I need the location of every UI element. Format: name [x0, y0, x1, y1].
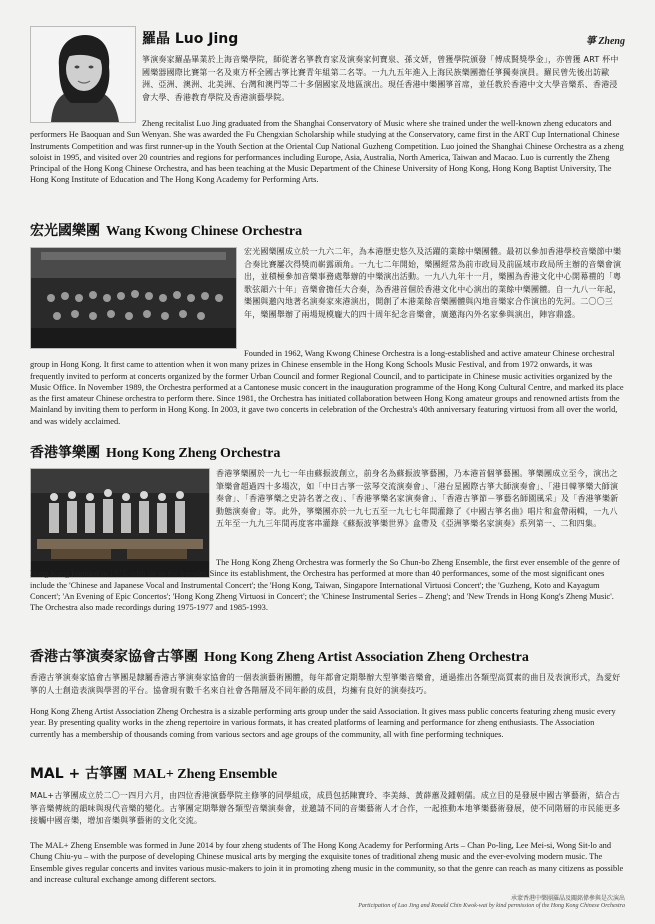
artist-assoc-bio-en: Hong Kong Zheng Artist Association Zheng Orchestra is a sizable performing arts group under the said Association. It gives mass public concerts featuring zheng music every year. By presenting quality works in the zheng repertoire in various formats, it has created platforms of learning and performance for zheng enthusiasts. The Association currently has a membership of thousands coming from various sectors and age groups of the community, all with fine performing techniques. — [30, 707, 616, 739]
artist-assoc-heading — [30, 648, 529, 667]
footer-credit-zh: 承蒙香港中樂團羅晶及關銘偉參與是次演出 — [510, 895, 625, 902]
wang-kwong-title-en: Wang Kwong Chinese Orchestra — [106, 224, 303, 239]
luo-jing-portrait — [30, 26, 136, 123]
hk-zheng-bio-zh: 香港箏樂團於一九七一年由蘇振波創立，前身名為蘇振波箏藝團，乃本港首個箏藝團。箏樂團成立至今，演出之筆樂會超過四十多場次，如「中日古箏一弦琴交流演奏會」、「港台星國際古箏大師演奏會」、「港日韓箏樂大師演奏會」、「香港箏樂之史詩名著之夜」、「香港箏樂名家演奏會」、「香港古箏節－箏藝名師園風采」及「香港箏樂新動態演奏會」等。此外，箏樂團亦於一九七五至一九七七年間灌錄了《中國古箏名曲》唱片和盒帶兩輯，一九八五年至一九九三年間再度客串灌錄《蘇振波箏樂世界》盒帶及《亞洲箏樂名家演奏》系列第一、二和四集。 — [216, 469, 619, 528]
luo-jing-bio-zh: 箏演奏家羅晶畢業於上海音樂學院，師從著名箏教育家及演奏家何寶泉、孫文妍，曾獲學院頒發「傅成賢獎學金」，亦曾獲 ART 杯中國樂器國際比賽第一名及東方杯全國古箏比賽青年組第二名等。一九九五年進入上海民族樂團擔任箏獨奏演員。羅民曾先後出訪歐洲、亞洲、澳洲、北美洲、台灣和澳門等二十多個國家及地區演出。現任香港中樂團箏首席，並任教於香港中文大學音樂系、香港浸會大學、香港教育學院及香港演藝學院。 — [142, 55, 619, 102]
hk-zheng-title-en: Hong Kong Zheng Orchestra — [106, 446, 281, 461]
luo-jing-instrument-tag: 箏 Zheng — [585, 36, 625, 47]
luo-jing-bio-en: Zheng recitalist Luo Jing graduated from the Shanghai Conservatory of Music where she trained under the well-known zheng educators and performers He Baoquan and Sun Wenyan. She was awarded the Fu Chengxian Scholarship while studying at the Conservatory, came first in the ART Cup International Chinese Instruments Competition and was first runner-up in the Youth Section at the Oriental Cup National Guzheng Competition. Luo joined the Shanghai Chinese Orchestra as a zheng soloist in 1995, and visited over 20 countries and regions for performances including Europe, Asia, Australia, North America, Taiwan and Macao. Luo is currently the Zheng Principal of the Hong Kong Chinese Orchestra, and has been teaching at the Music Department of the Chinese University of Hong Kong, Hong Kong Baptist University, The Hong Kong Institute of Education and The Hong Kong Academy for Performing Arts. — [30, 119, 624, 185]
artist-assoc-title-zh: 香港古箏演奏家協會古箏團 — [30, 649, 198, 665]
mal-title-zh: MAL + 古箏團 — [30, 766, 128, 782]
wang-kwong-bio-zh: 宏光國樂團成立於一九六二年，為本港歷史悠久及活躍的業餘中樂團體。最初以參加香港學校音樂節中樂合奏比賽屢次得獎而嶄露頭角。一九七二年開始，樂團經常為前市政局及前區域市政局所主辦的音樂會演出，並積極參加音樂事務處舉辦的中樂演出活動。一九八九年十一月，樂團為香港文化中心開幕禮的「粵歌弦韻六十年」音樂會擔任大合奏，為香港首個於香港文化中心演出的業餘中樂團體。自一九八一年起，樂團與邀內地著名演奏家來港演出，開創了本港業餘音樂團體與內地音樂家合作演出的先河。二〇〇三年，樂團舉辦了兩場規模龐大的四十周年紀念音樂會，廣邀海內外名家參與演出，陣容鼎盛。 — [244, 247, 622, 319]
mal-bio-zh: MAL+古箏團成立於二〇一四月六月，由四位香港演藝學院主修箏的同學組成，成員包括陳寶玲、李美絲、黃薛蕙及鍾朝儒。成立目的是發展中國古箏藝術，結合古箏音樂傳統的韻味與現代音樂的變化。古箏團定期舉辦各類型音樂演奏會，並邀請不同的音樂藝術人才合作，一起推動本地箏樂藝術發展，使不同階層的市民能更多接觸中國音樂，增加音樂與箏藝術的文化交流。 — [30, 791, 621, 825]
artist-assoc-title-en: Hong Kong Zheng Artist Association Zheng Orchestra — [204, 650, 529, 665]
mal-bio-en: The MAL+ Zheng Ensemble was formed in June 2014 by four zheng students of The Hong Kong Academy for Performing Arts – Chan Po-ling, Lee Mei-si, Wong Sit-lo and Chung Chiu-yu – with the purpose of developing Chinese musical arts by merging the exquisite tones of traditional zheng music and the ever-evolving modern music. The Ensemble gives regular concerts and invites various music-makers to join it in promoting zheng music in the community, so that the genre can reach as many citizens as possible and increase cultural exchange among different sectors. — [30, 841, 624, 884]
wang-kwong-title-zh: 宏光國樂團 — [30, 223, 100, 239]
artist-assoc-bio-zh: 香港古箏演奏家協會古箏團是隸屬香港古箏演奏家協會的一個表演藝術團體，每年都會定期舉辦大型箏樂音樂會，通過推出各類型高質素的曲目及表演形式，為愛好箏的人士創造表演與學習的平台。協會現有數千名來自社會各階層及不同年齡的成員，均擁有良好的演奏技巧。 — [30, 673, 621, 695]
hk-zheng-heading — [30, 444, 280, 463]
luo-jing-heading — [142, 30, 238, 48]
footer-credit-en: Participation of Luo Jing and Ronald Chin Kwok-wai by kind permission of the Hong Kong Chinese Orchestra — [358, 903, 625, 909]
wang-kwong-bio-en: Founded in 1962, Wang Kwong Chinese Orchestra is a long-established and active amateur Chinese orchestral group in Hong Kong. It first came to attention when it won many prizes in Chinese ensemble in the Hong Kong Schools Music Festival, and from 1972 onwards, it was frequently invited to perform at concerts organized by the former Urban Council and former Regional Council, and to participate in Chinese music activities organized by the Music Office. In November 1989, the Orchestra performed at a Cantonese music concert in the inauguration programme of the Hong Kong Cultural Centre, and marked its place as the first amateur Chinese orchestra to perform there. Since 1981, the Orchestra has initiated collaboration between Hong Kong amateur groups and renowned artists from the Mainland by inviting them to perform in Hong Kong. In 2003, it gave two concerts in celebration of the Orchestra's 40th anniversary featuring virtuosi from all over the world, and was widely acclaimed. — [30, 349, 624, 426]
wang-kwong-heading — [30, 222, 302, 241]
wang-kwong-photo — [30, 247, 237, 349]
mal-title-en: MAL+ Zheng Ensemble — [133, 767, 278, 782]
hk-zheng-title-zh: 香港箏樂團 — [30, 445, 100, 461]
mal-heading — [30, 765, 277, 784]
luo-jing-name: 羅晶 Luo Jing — [142, 31, 239, 47]
hk-zheng-bio-en: The Hong Kong Zheng Orchestra was formerly the So Chun-bo Zheng Ensemble, the first ever ensemble of the genre of Hong Kong founded in 1971, with So as the founder. Since its establishment, the Orchestra has performed at more than 40 performances, some of the most significant ones include the 'Chinese and Japanese Vocal and Instrumental Concert'; the 'Hong Kong, Taiwan, Singapore International Virtuosi Concert'; the 'Guzheng, Koto and Kayagum Concert'; 'An Evening of Epic Concertos'; 'Hong Kong Zheng Virtuosi in Concert'; the 'Chinese Instrumental Series – Zheng'; and 'New Trends in Hong Kong's Zheng Music'. The Orchestra also made recordings during 1975-1977 and 1985-1993. — [30, 558, 620, 613]
